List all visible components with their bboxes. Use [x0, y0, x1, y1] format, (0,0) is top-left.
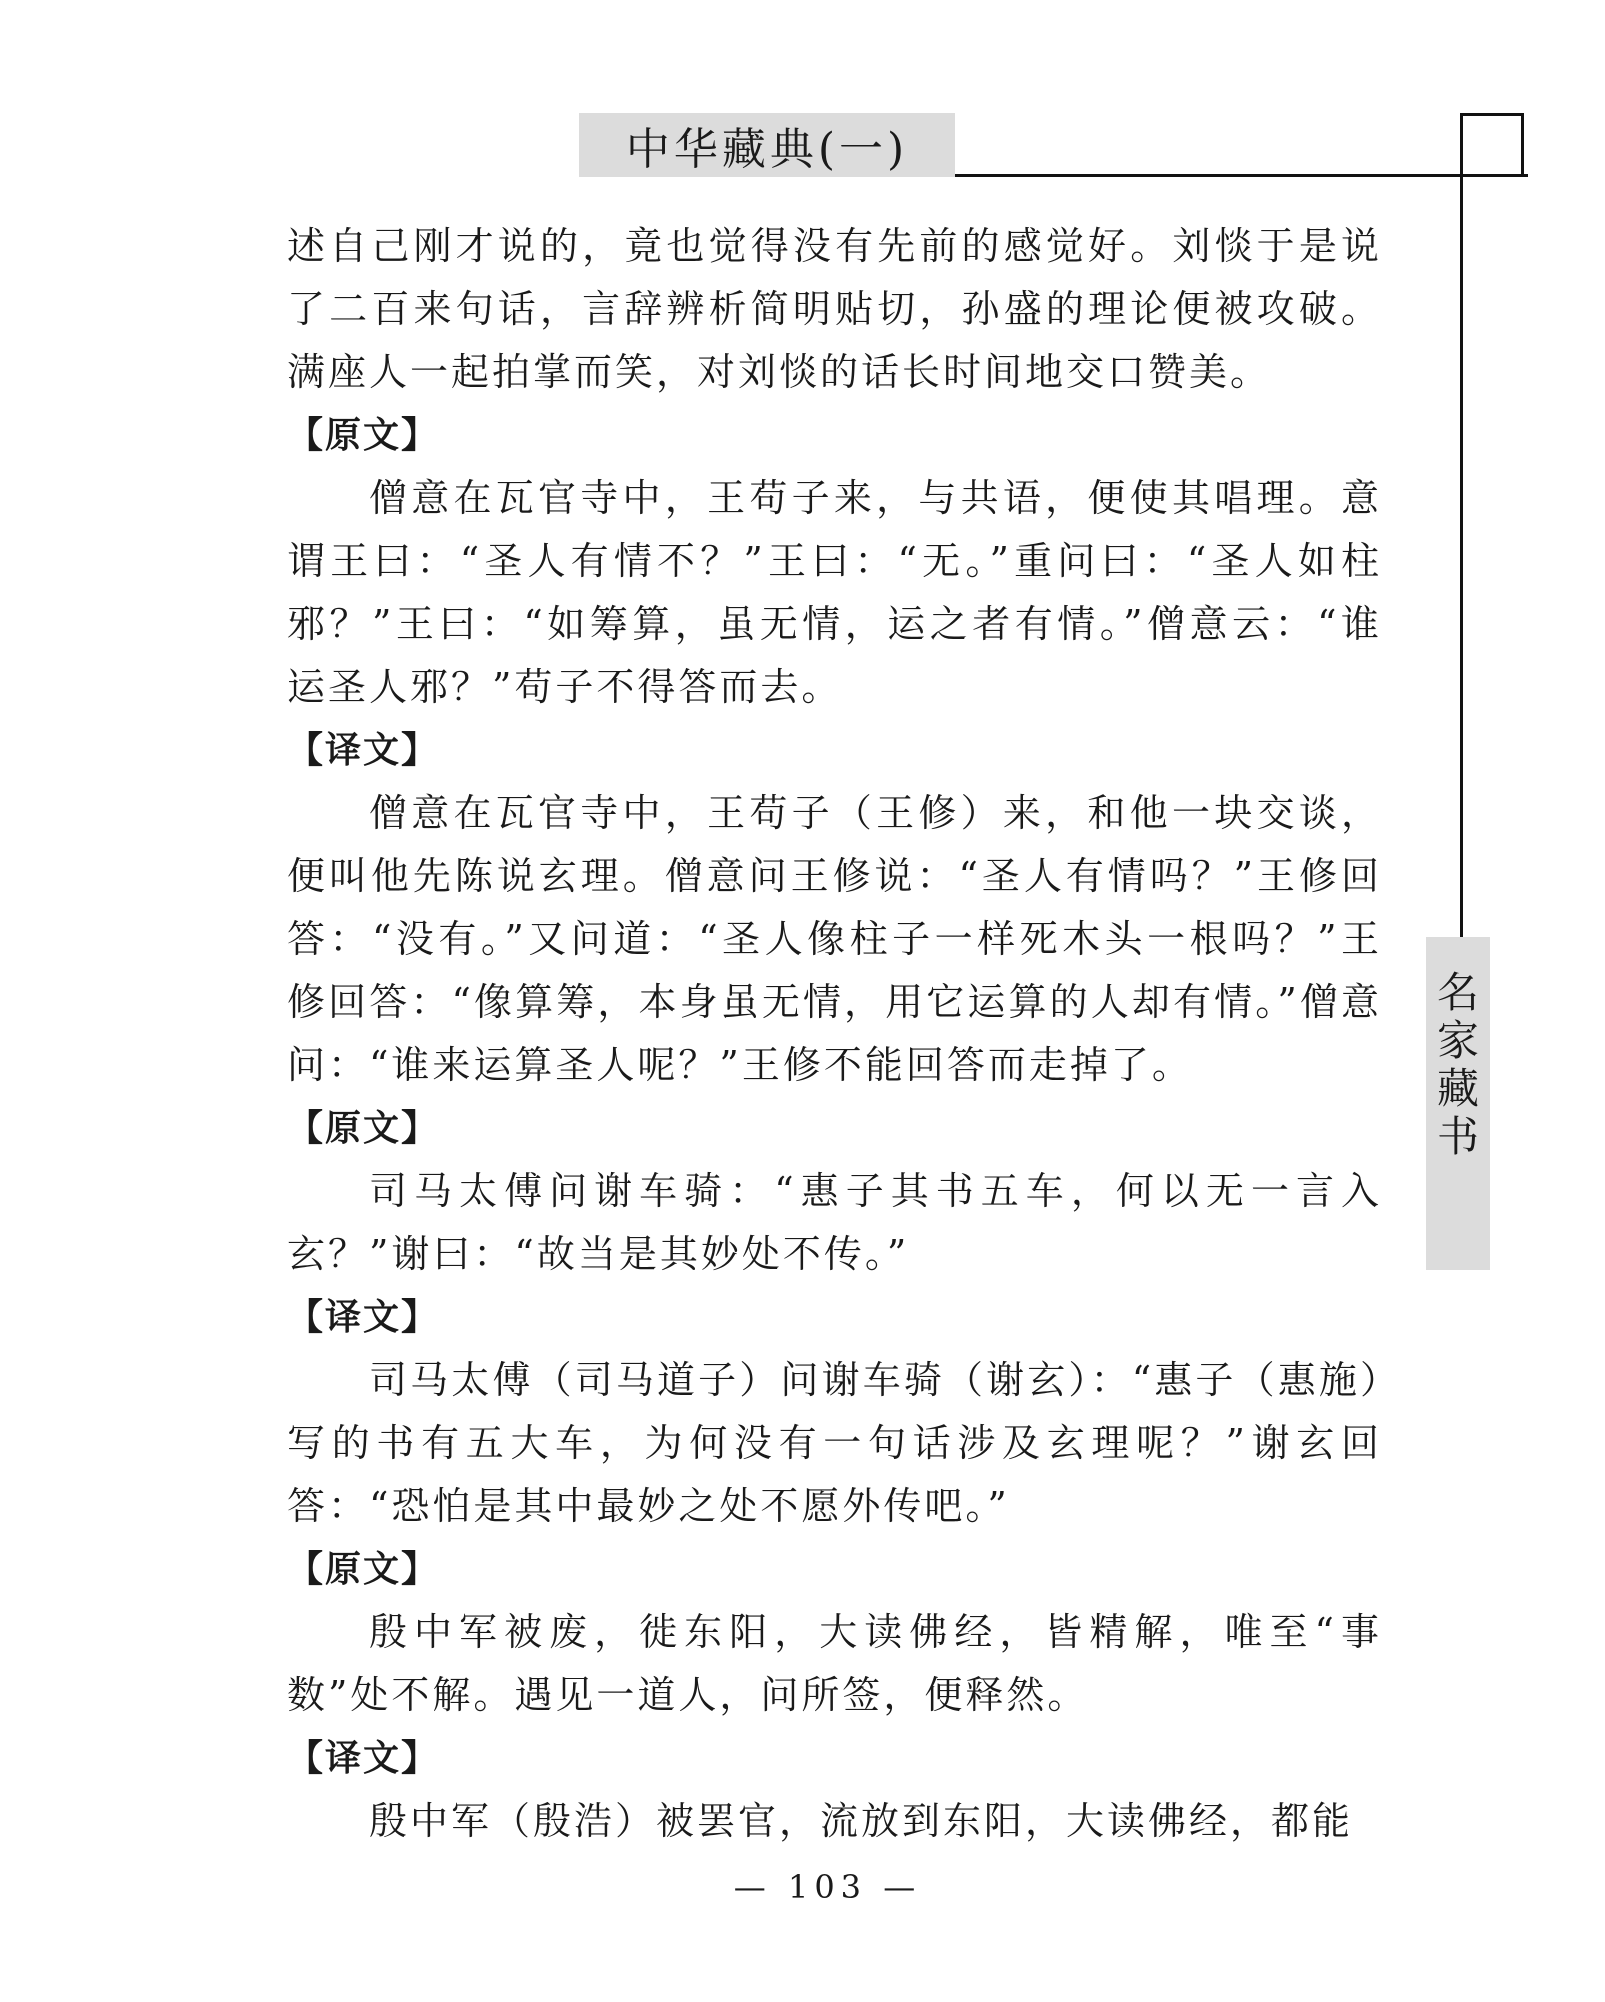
page-body — [287, 215, 1382, 1853]
side-tab-char: 书 — [1436, 1112, 1479, 1161]
side-tab-char: 家 — [1436, 1016, 1479, 1065]
paragraph-continued-translation: 述自己刚才说的，竟也觉得没有先前的感觉好。刘惔于是说了二百来句话，言辞辨析简明贴切，孙盛的理论便被攻破。满座人一起拍掌而笑，对刘惔的话长时间地交口赞美。 — [287, 224, 1382, 394]
side-tab-char: 名 — [1436, 968, 1479, 1017]
paragraph-translation: 司马太傅（司马道子）问谢车骑（谢玄）：“惠子（惠施）写的书有五大车，为何没有一句话涉及玄理呢？”谢玄回答：“恐怕是其中最妙之处不愿外传吧。” — [287, 1358, 1382, 1528]
section-label-original: 【原文】 — [287, 1549, 440, 1590]
side-tab-series-name — [1426, 937, 1490, 1270]
section-label-translation: 【译文】 — [287, 1297, 440, 1338]
section-label-translation: 【译文】 — [287, 730, 440, 771]
paragraph-original: 殷中军被废，徙东阳，大读佛经，皆精解，唯至“事数”处不解。遇见一道人，问所签，便释然。 — [287, 1610, 1382, 1717]
section-label-original: 【原文】 — [287, 415, 440, 456]
paragraph-original: 僧意在瓦官寺中，王苟子来，与共语，便使其唱理。意谓王曰：“圣人有情不？”王曰：“无。”重问曰：“圣人如柱邪？”王曰：“如筹算，虽无情，运之者有情。”僧意云：“谁运圣人邪？”苟子不得答而去。 — [287, 476, 1382, 709]
running-header-book-title: 中华藏典(一) — [579, 113, 955, 177]
header-rule — [955, 174, 1528, 177]
section-label-translation: 【译文】 — [287, 1738, 440, 1779]
corner-box-ornament — [1460, 113, 1524, 177]
paragraph-translation: 僧意在瓦官寺中，王苟子（王修）来，和他一块交谈，便叫他先陈说玄理。僧意问王修说：“圣人有情吗？”王修回答：“没有。”又问道：“圣人像柱子一样死木头一根吗？”王修回答：“像算筹，本身虽无情，用它运算的人却有情。”僧意问：“谁来运算圣人呢？”王修不能回答而走掉了。 — [287, 791, 1382, 1087]
paragraph-original: 司马太傅问谢车骑：“惠子其书五车，何以无一言入玄？”谢曰：“故当是其妙处不传。” — [287, 1169, 1382, 1276]
side-rule — [1460, 174, 1463, 938]
side-tab-char: 藏 — [1436, 1064, 1479, 1113]
page-number: — 103 — — [733, 1868, 922, 1906]
section-label-original: 【原文】 — [287, 1108, 440, 1149]
paragraph-translation: 殷中军（殷浩）被罢官，流放到东阳，大读佛经，都能 — [369, 1799, 1354, 1843]
